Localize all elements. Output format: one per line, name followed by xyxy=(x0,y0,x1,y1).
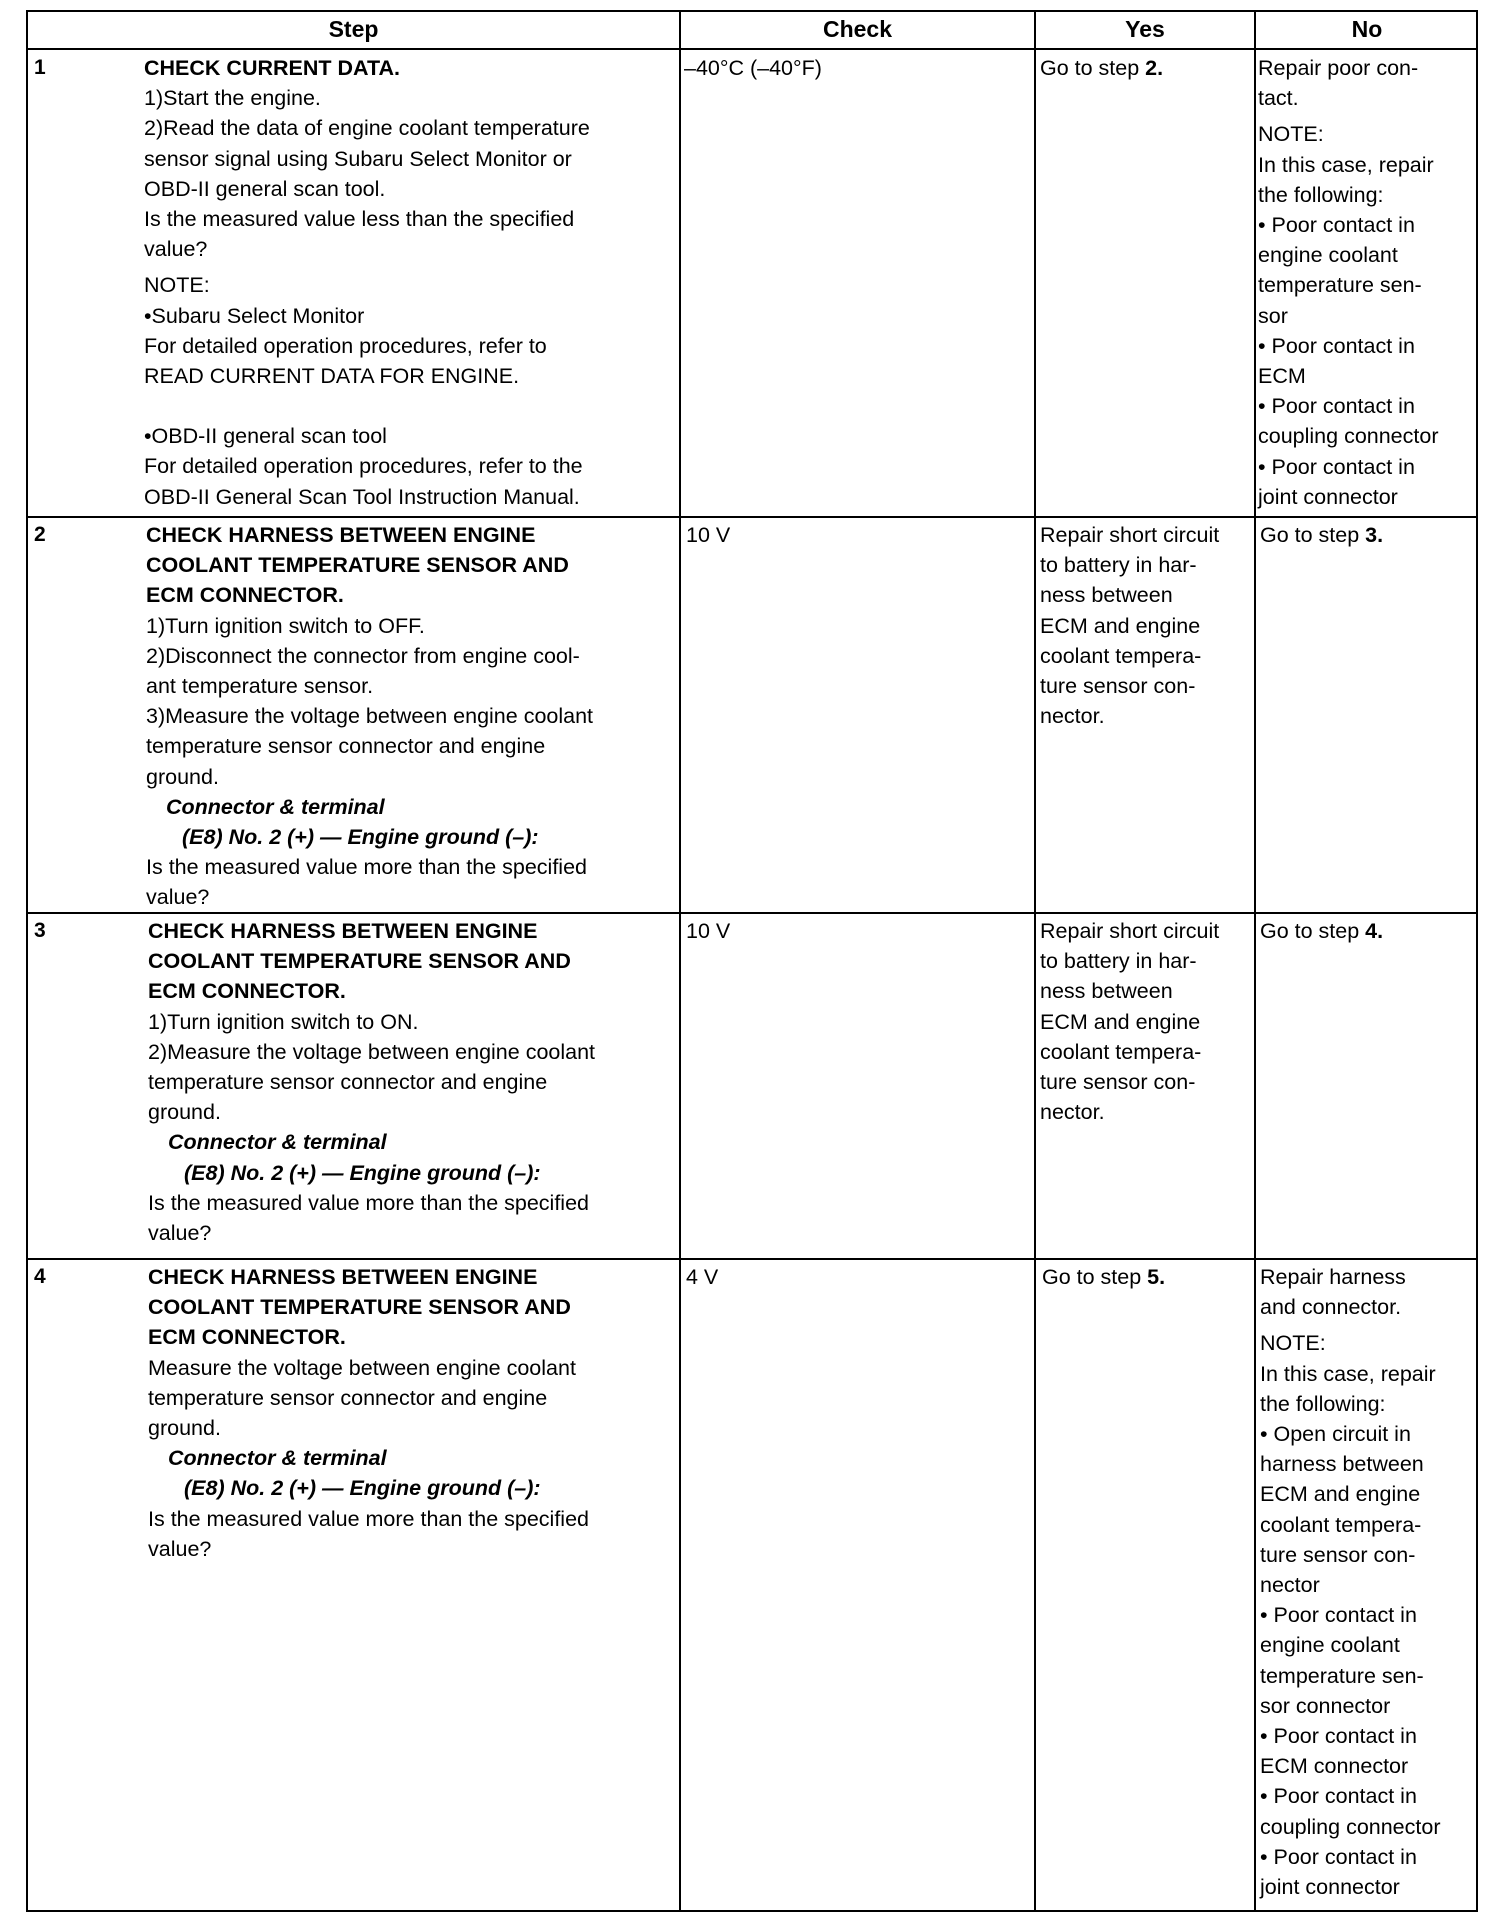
no-step-ref: 4. xyxy=(1365,919,1384,943)
spec-value: (E8) No. 2 (+) — Engine ground (–): xyxy=(182,825,539,850)
no-text: Go to step xyxy=(1260,523,1366,547)
no-line: Repair poor con- xyxy=(1258,56,1419,80)
yes-line: ture sensor con- xyxy=(1040,674,1196,699)
no-line: • Open circuit in xyxy=(1260,1422,1411,1447)
column-divider xyxy=(1254,12,1256,1910)
yes-text: Go to step xyxy=(1040,56,1146,80)
step-instruction: 2)Read the data of engine coolant temperature xyxy=(144,116,590,141)
no-note-label: NOTE: xyxy=(1260,1331,1326,1356)
step-number: 2 xyxy=(34,523,46,546)
yes-step-ref: 2. xyxy=(1145,56,1164,80)
note-line: READ CURRENT DATA FOR ENGINE. xyxy=(144,364,520,389)
step-number: 1 xyxy=(34,56,46,79)
no-line: • Poor contact in xyxy=(1258,394,1415,419)
step-instruction: ant temperature sensor. xyxy=(146,674,374,699)
step-instruction: temperature sensor connector and engine xyxy=(146,734,546,759)
yes-line: nector. xyxy=(1040,1100,1105,1125)
column-divider xyxy=(679,12,681,1910)
no-line: harness between xyxy=(1260,1452,1424,1477)
no-line: • Poor contact in xyxy=(1258,213,1415,238)
yes-line: Repair short circuit xyxy=(1040,919,1220,943)
yes-line: ECM and engine xyxy=(1040,1009,1201,1034)
no-step-ref: 3. xyxy=(1365,523,1384,547)
step-title: CHECK CURRENT DATA. xyxy=(144,56,400,80)
note-line: For detailed operation procedures, refer to the xyxy=(144,454,583,479)
yes-action xyxy=(1040,520,1219,731)
yes-line: to battery in har- xyxy=(1040,553,1197,578)
no-line: sor xyxy=(1258,303,1288,328)
no-line: joint connector xyxy=(1260,1875,1400,1900)
step-instruction: 3)Measure the voltage between engine coolant xyxy=(146,704,594,729)
no-line: tact. xyxy=(1258,86,1299,111)
no-action xyxy=(1260,1262,1440,1902)
step-title: CHECK HARNESS BETWEEN ENGINE xyxy=(148,1265,538,1289)
no-action xyxy=(1258,53,1438,512)
no-note-label: NOTE: xyxy=(1258,122,1324,147)
step-question: value? xyxy=(146,885,210,910)
step-question: Is the measured value more than the specified xyxy=(148,1190,590,1215)
no-line: engine coolant xyxy=(1258,243,1398,268)
no-line: nector xyxy=(1260,1573,1320,1598)
no-line: coolant tempera- xyxy=(1260,1512,1422,1537)
step-title: COOLANT TEMPERATURE SENSOR AND xyxy=(148,1295,571,1320)
yes-step-ref: 5. xyxy=(1147,1265,1166,1289)
no-line: and connector. xyxy=(1260,1295,1402,1320)
check-value: 10 V xyxy=(686,919,731,943)
yes-line: ness between xyxy=(1040,583,1173,608)
step-title: COOLANT TEMPERATURE SENSOR AND xyxy=(148,949,571,974)
no-line: temperature sen- xyxy=(1260,1663,1424,1688)
step-title: ECM CONNECTOR. xyxy=(148,979,346,1004)
step-instruction: 1)Start the engine. xyxy=(144,86,321,111)
no-line: the following: xyxy=(1258,182,1384,207)
yes-line: ness between xyxy=(1040,979,1173,1004)
no-line: engine coolant xyxy=(1260,1633,1400,1658)
row-divider xyxy=(28,516,1476,518)
no-line: • Poor contact in xyxy=(1260,1724,1417,1749)
no-line: ECM and engine xyxy=(1260,1482,1421,1507)
yes-line: coolant tempera- xyxy=(1040,1039,1202,1064)
no-line: Repair harness xyxy=(1260,1265,1406,1289)
no-line: • Poor contact in xyxy=(1258,454,1415,479)
column-divider xyxy=(1034,12,1036,1910)
yes-line: ture sensor con- xyxy=(1040,1070,1196,1095)
spec-value: (E8) No. 2 (+) — Engine ground (–): xyxy=(184,1160,541,1185)
note-line: •OBD-II general scan tool xyxy=(144,424,387,449)
header-step: Step xyxy=(328,16,379,42)
note-line: •Subaru Select Monitor xyxy=(144,303,365,328)
step-instruction: Measure the voltage between engine coolant xyxy=(148,1355,576,1380)
no-line: the following: xyxy=(1260,1391,1386,1416)
check-value: 10 V xyxy=(686,523,731,547)
step-question: value? xyxy=(144,237,208,262)
step-instruction: 2)Measure the voltage between engine coolant xyxy=(148,1039,596,1064)
step-description xyxy=(148,1262,589,1564)
step-question: value? xyxy=(148,1221,212,1246)
yes-action xyxy=(1040,916,1219,1127)
step-number: 4 xyxy=(34,1265,46,1288)
step-instruction: OBD-II general scan tool. xyxy=(144,176,386,201)
step-title: CHECK HARNESS BETWEEN ENGINE xyxy=(148,919,538,943)
no-line: • Poor contact in xyxy=(1260,1784,1417,1809)
yes-line: Repair short circuit xyxy=(1040,523,1220,547)
no-action xyxy=(1260,520,1383,550)
step-description xyxy=(144,53,590,512)
header-divider xyxy=(28,48,1476,50)
no-text: Go to step xyxy=(1260,919,1366,943)
no-line: coupling connector xyxy=(1258,424,1439,449)
yes-line: nector. xyxy=(1040,704,1105,729)
yes-line: coolant tempera- xyxy=(1040,643,1202,668)
no-line: ECM xyxy=(1258,364,1306,389)
step-number: 3 xyxy=(34,919,46,942)
no-action xyxy=(1260,916,1383,946)
no-line: • Poor contact in xyxy=(1260,1844,1417,1869)
yes-line: to battery in har- xyxy=(1040,949,1197,974)
no-line: ture sensor con- xyxy=(1260,1542,1416,1567)
note-line: OBD-II General Scan Tool Instruction Manual. xyxy=(144,484,580,509)
step-title: ECM CONNECTOR. xyxy=(146,583,344,608)
yes-text: Go to step xyxy=(1042,1265,1148,1289)
no-line: In this case, repair xyxy=(1260,1361,1436,1386)
step-description xyxy=(146,520,593,913)
yes-action xyxy=(1040,53,1163,83)
step-instruction: ground. xyxy=(148,1100,221,1125)
step-instruction: ground. xyxy=(148,1416,221,1441)
step-title: COOLANT TEMPERATURE SENSOR AND xyxy=(146,553,569,578)
spec-value: (E8) No. 2 (+) — Engine ground (–): xyxy=(184,1476,541,1501)
step-title: CHECK HARNESS BETWEEN ENGINE xyxy=(146,523,536,547)
yes-line: ECM and engine xyxy=(1040,613,1201,638)
note-line: For detailed operation procedures, refer to xyxy=(144,333,547,358)
yes-action xyxy=(1042,1262,1165,1292)
no-line: sor connector xyxy=(1260,1693,1391,1718)
header-no: No xyxy=(1351,16,1383,42)
header-check: Check xyxy=(822,16,893,42)
step-question: Is the measured value less than the specified xyxy=(144,207,575,232)
spec-label: Connector & terminal xyxy=(168,1446,387,1471)
no-line: temperature sen- xyxy=(1258,273,1422,298)
step-title: ECM CONNECTOR. xyxy=(148,1325,346,1350)
step-instruction: sensor signal using Subaru Select Monitor or xyxy=(144,146,572,171)
check-value: 4 V xyxy=(686,1265,719,1289)
no-line: • Poor contact in xyxy=(1260,1603,1417,1628)
diagnostic-table xyxy=(26,10,1478,1912)
spec-label: Connector & terminal xyxy=(168,1130,387,1155)
spec-label: Connector & terminal xyxy=(166,794,385,819)
no-line: In this case, repair xyxy=(1258,152,1434,177)
step-instruction: ground. xyxy=(146,764,219,789)
no-line: • Poor contact in xyxy=(1258,333,1415,358)
note-label: NOTE: xyxy=(144,273,210,298)
step-question: Is the measured value more than the specified xyxy=(148,1506,590,1531)
step-question: Is the measured value more than the specified xyxy=(146,855,588,880)
header-yes: Yes xyxy=(1125,16,1165,42)
row-divider xyxy=(28,1258,1476,1260)
step-instruction: 1)Turn ignition switch to ON. xyxy=(148,1009,419,1034)
no-line: ECM connector xyxy=(1260,1754,1409,1779)
step-instruction: 2)Disconnect the connector from engine cool- xyxy=(146,643,580,668)
step-instruction: 1)Turn ignition switch to OFF. xyxy=(146,613,425,638)
step-instruction: temperature sensor connector and engine xyxy=(148,1385,548,1410)
check-value: –40°C (–40°F) xyxy=(684,56,822,80)
no-line: coupling connector xyxy=(1260,1814,1441,1839)
step-question: value? xyxy=(148,1536,212,1561)
no-line: joint connector xyxy=(1258,484,1398,509)
step-instruction: temperature sensor connector and engine xyxy=(148,1070,548,1095)
step-description xyxy=(148,916,595,1248)
